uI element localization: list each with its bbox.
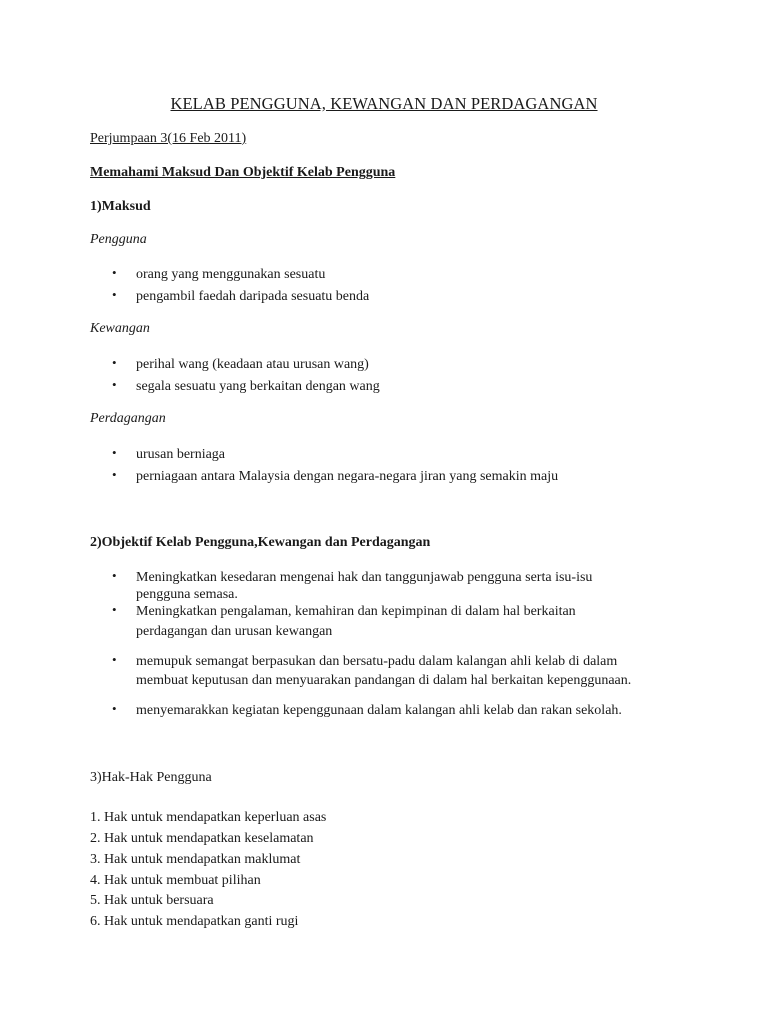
bullet-icon: • xyxy=(112,467,117,482)
section-heading: Memahami Maksud Dan Objektif Kelab Pengguna xyxy=(90,165,396,180)
list-item: 6. Hak untuk mendapatkan ganti rugi xyxy=(90,914,299,929)
bullet-icon: • xyxy=(112,377,117,392)
list-item: 4. Hak untuk membuat pilihan xyxy=(90,873,261,888)
objektif-heading: 2)Objektif Kelab Pengguna,Kewangan dan Perdagangan xyxy=(90,535,431,550)
bullet-icon: • xyxy=(112,568,117,583)
list-item: 5. Hak untuk bersuara xyxy=(90,893,214,908)
bullet-icon: • xyxy=(112,652,117,667)
maksud-heading: 1)Maksud xyxy=(90,199,151,214)
bullet-icon: • xyxy=(112,445,117,460)
list-item: 2. Hak untuk mendapatkan keselamatan xyxy=(90,831,314,846)
meeting-date: Perjumpaan 3(16 Feb 2011) xyxy=(90,131,247,146)
list-item: 1. Hak untuk mendapatkan keperluan asas xyxy=(90,810,327,825)
bullet-icon: • xyxy=(112,287,117,302)
list-item: 3. Hak untuk mendapatkan maklumat xyxy=(90,852,301,867)
term-pengguna: Pengguna xyxy=(90,232,147,247)
term-kewangan: Kewangan xyxy=(90,321,150,336)
bullet-icon: • xyxy=(112,602,117,617)
term-perdagangan: Perdagangan xyxy=(90,411,166,426)
bullet-icon: • xyxy=(112,265,117,280)
bullet-icon: • xyxy=(112,701,117,716)
hak-heading: 3)Hak-Hak Pengguna xyxy=(90,770,212,785)
bullet-icon: • xyxy=(112,355,117,370)
document-title: KELAB PENGGUNA, KEWANGAN DAN PERDAGANGAN xyxy=(170,94,598,113)
